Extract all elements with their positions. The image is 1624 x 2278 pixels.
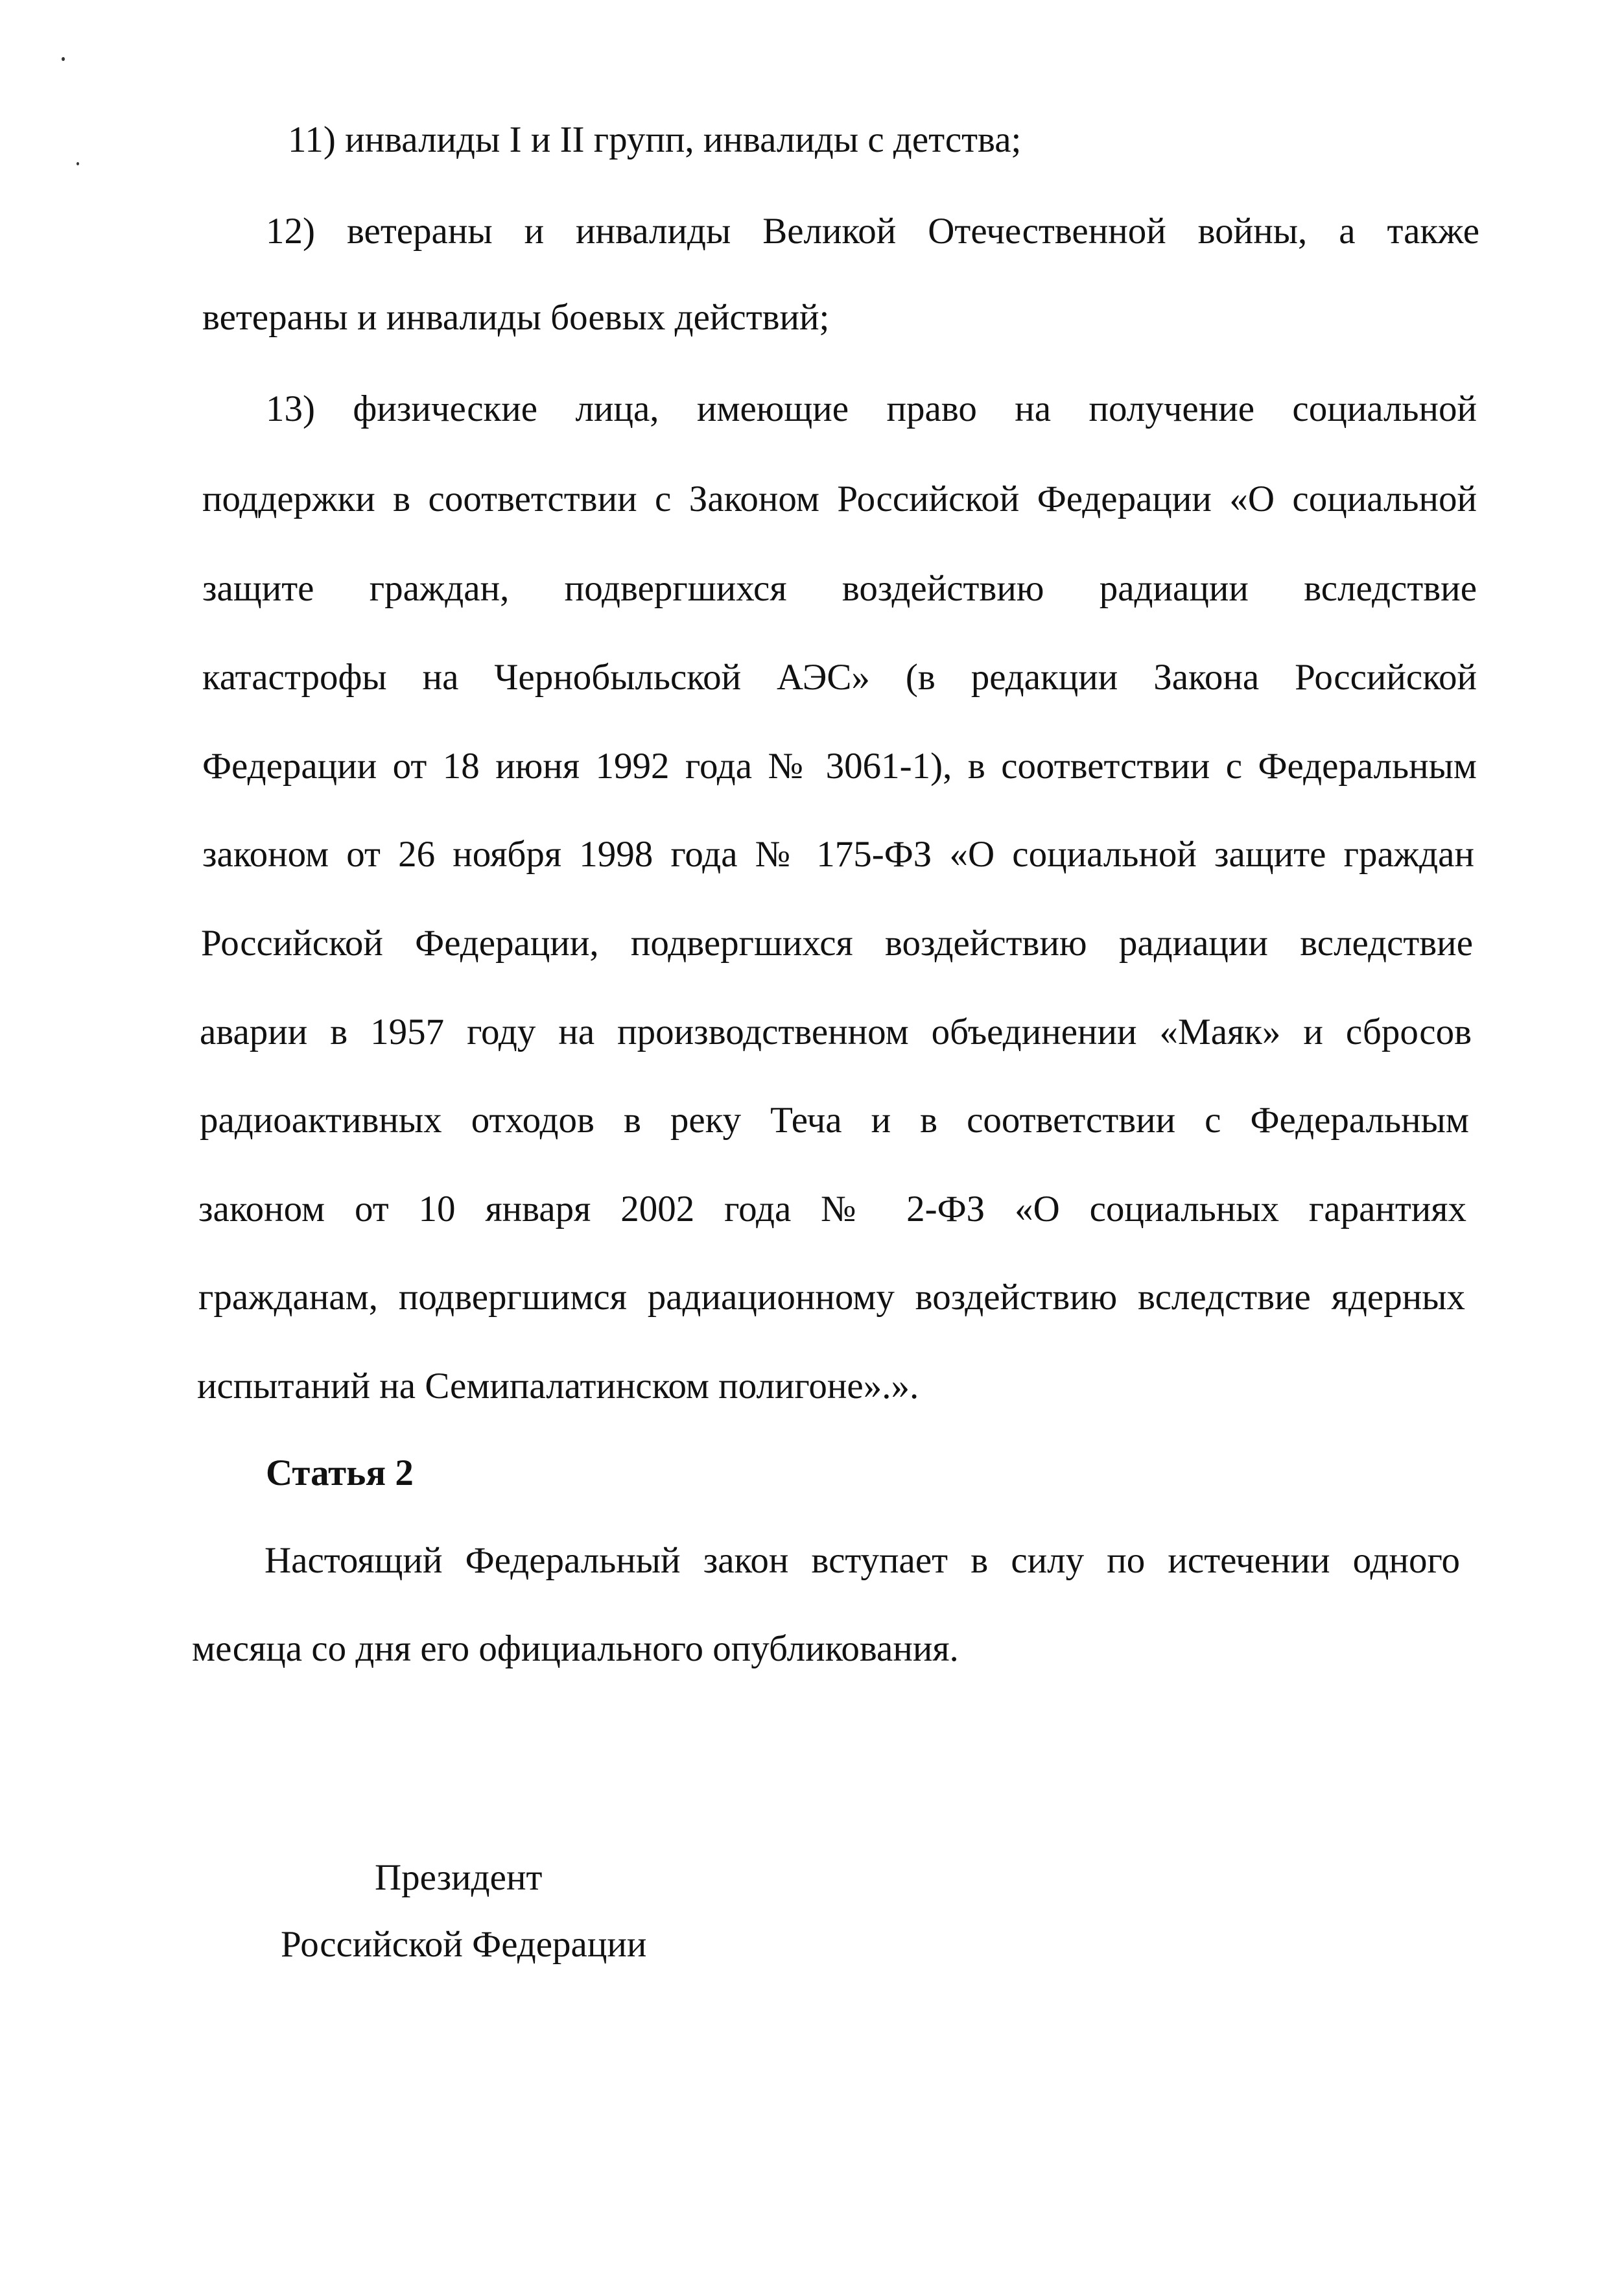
list-item-13: 13) физические лица, имеющие право на получение социальной	[266, 388, 1477, 429]
list-item-12: 12) ветераны и инвалиды Великой Отечественной войны, а также	[266, 211, 1479, 252]
text-line: аварии в 1957 году на производственном объединении «Маяк» и сбросов	[200, 1012, 1472, 1052]
text-line: поддержки в соответствии с Законом Российской Федерации «О социальной	[202, 479, 1477, 519]
text-line: Федерации от 18 июня 1992 года № 3061-1), в соответствии с Федеральным	[202, 746, 1477, 787]
scan-speck	[62, 57, 65, 61]
text-line: Российской Федерации, подвергшихся воздействию радиации вследствие	[201, 923, 1473, 964]
text-line: законом от 26 ноября 1998 года № 175-ФЗ «О социальной защите граждан	[202, 834, 1474, 875]
signature-title: Президент	[375, 1857, 543, 1898]
article-heading: Статья 2	[266, 1453, 414, 1493]
text-line: законом от 10 января 2002 года № 2-ФЗ «О социальных гарантиях	[198, 1189, 1466, 1229]
text-line: радиоактивных отходов в реку Теча и в соответствии с Федеральным	[200, 1100, 1469, 1141]
text-line: испытаний на Семипалатинском полигоне».».	[197, 1366, 919, 1406]
scan-speck	[76, 162, 79, 165]
article-text: Настоящий Федеральный закон вступает в силу по истечении одного	[265, 1540, 1460, 1581]
article-text: месяца со дня его официального опубликования.	[192, 1628, 959, 1669]
list-item-11: 11) инвалиды I и II групп, инвалиды с детства;	[288, 119, 1022, 160]
signature-title: Российской Федерации	[281, 1924, 647, 1965]
text-line: гражданам, подвергшимся радиационному воздействию вследствие ядерных	[198, 1277, 1465, 1318]
text-line: катастрофы на Чернобыльской АЭС» (в редакции Закона Российской	[202, 657, 1477, 698]
list-item-12-cont: ветераны и инвалиды боевых действий;	[202, 297, 830, 338]
text-line: защите граждан, подвергшихся воздействию радиации вследствие	[202, 568, 1477, 609]
